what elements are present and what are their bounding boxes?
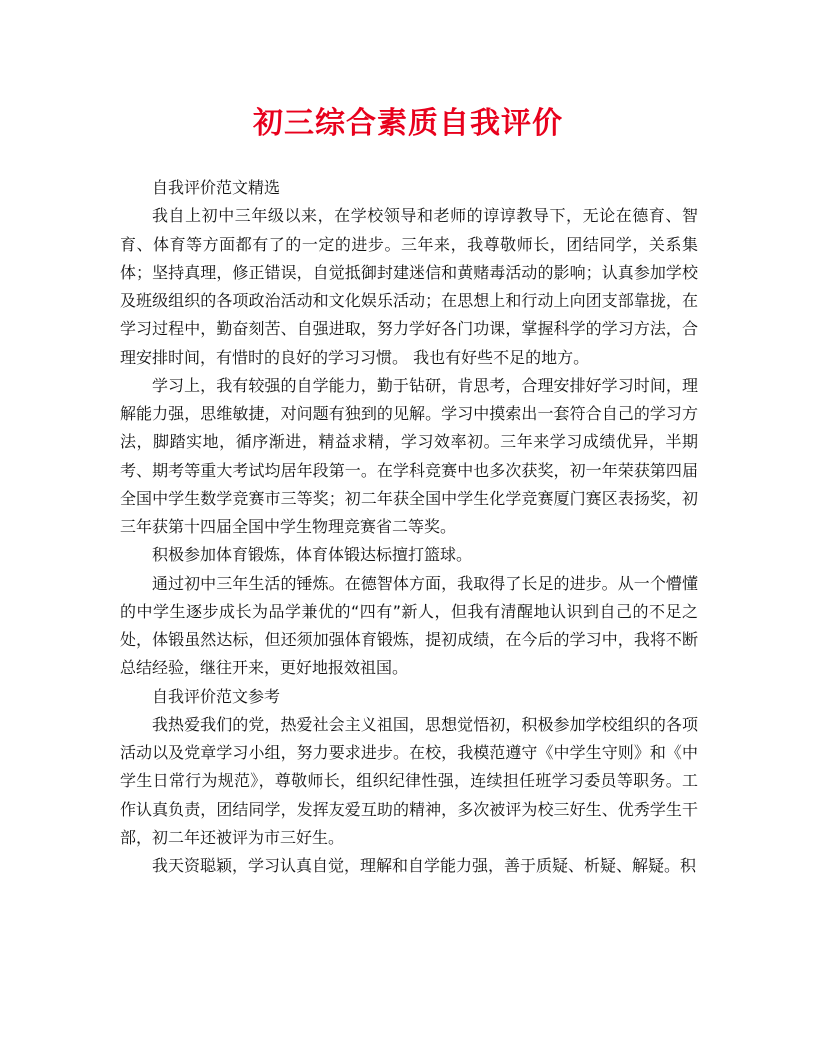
section-heading-selected: 自我评价范文精选: [152, 178, 281, 197]
paragraph: 积极参加体育锻炼，体育体锻达标擅打篮球。: [152, 545, 473, 565]
document-title: 初三综合素质自我评价: [253, 106, 563, 141]
paragraph: 通过初中三年生活的锤炼。在德智体方面，我取得了长足的进步。从一个懵懂的中学生逐步成长为品学兼优的“四有”新人，但我有清醒地认识到自己的不足之处，体锻虽然达标，但还须加强体育锻炼，提初成绩，在今后的学习中，我将不断总结经验，继往开来，更好地报效祖国。: [120, 573, 698, 678]
paragraph: 我自上初中三年级以来，在学校领导和老师的谆谆教导下，无论在德育、智育、体育等方面都有了的一定的进步。三年来，我尊敬师长，团结同学，关系集体；坚持真理，修正错误，自觉抵御封建迷信和黄赌毒活动的影响；认真参加学校及班级组织的各项政治活动和文化娱乐活动；在思想上和行动上向团支部靠拢，在学习过程中，勤奋刻苦、自强进取，努力学好各门功课，掌握科学的学习方法，合理安排时间，有惜时的良好的学习习惯。 我也有好些不足的地方。: [120, 206, 698, 367]
document-body: [120, 174, 698, 880]
paragraph: 我天资聪颖，学习认真自觉，理解和自学能力强，善于质疑、析疑、解疑。积: [152, 856, 697, 875]
section-heading-reference: 自我评价范文参考: [152, 686, 281, 706]
paragraph: 学习上，我有较强的自学能力，勤于钻研，肯思考，合理安排好学习时间，理解能力强，思维敏捷，对问题有独到的见解。学习中摸索出一套符合自己的学习方法，脚踏实地，循序渐进，精益求精，学习效率初。三年来学习成绩优异，半期考、期考等重大考试均居年段第一。在学科竞赛中也多次获奖，初一年荣获第四届全国中学生数学竞赛市三等奖；初二年获全国中学生化学竞赛厦门赛区表扬奖，初三年获第十四届全国中学生物理竞赛省二等奖。: [120, 375, 698, 536]
paragraph: 我热爱我们的党，热爱社会主义祖国，思想觉悟初，积极参加学校组织的各项活动以及党章学习小组，努力要求进步。在校，我模范遵守《中学生守则》和《中学生日常行为规范》，尊敬师长，组织纪律性强，连续担任班学习委员等职务。工作认真负责，团结同学，发挥友爱互助的精神，多次被评为校三好生、优秀学生干部，初二年还被评为市三好生。: [120, 714, 698, 847]
